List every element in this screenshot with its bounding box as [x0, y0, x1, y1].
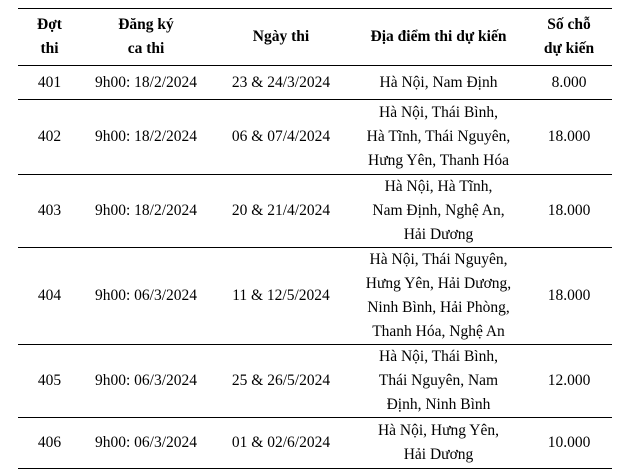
location-line: Hà Nội, Hà Tĩnh,	[384, 178, 493, 195]
table-body	[18, 66, 612, 469]
location-line: Hà Nội, Thái Nguyên,	[369, 251, 508, 268]
cell-dia-diem	[351, 418, 526, 469]
cell-dot: 404	[18, 248, 81, 345]
cell-so-cho: 18.000	[526, 248, 612, 345]
cell-dia-diem	[351, 175, 526, 248]
table-header	[18, 9, 612, 66]
header-so-cho-line-1: Số chỗ	[547, 16, 591, 33]
cell-dia-diem	[351, 100, 526, 175]
cell-so-cho: 12.000	[526, 345, 612, 418]
location-line: Hà Nội, Thái Bình,	[379, 348, 498, 365]
cell-dang-ky: 9h00: 06/3/2024	[81, 248, 211, 345]
header-so-cho-line-2: dự kiến	[543, 40, 595, 57]
cell-dot: 402	[18, 100, 81, 175]
location-line: Hà Nội, Thái Bình,	[379, 104, 498, 121]
cell-ngay-thi: 01 & 02/6/2024	[211, 418, 351, 469]
location-line: Hà Tĩnh, Thái Nguyên,	[366, 128, 511, 145]
location-line: Hưng Yên, Thanh Hóa	[368, 152, 509, 169]
location-line: Nam Định, Nghệ An,	[372, 202, 505, 219]
header-ngay-thi	[211, 9, 351, 66]
cell-so-cho: 18.000	[526, 175, 612, 248]
table-row	[18, 345, 612, 418]
location-line: Định, Ninh Bình	[386, 396, 491, 413]
header-dang-ky	[81, 9, 211, 66]
cell-dang-ky: 9h00: 06/3/2024	[81, 345, 211, 418]
cell-ngay-thi: 23 & 24/3/2024	[211, 66, 351, 100]
cell-dia-diem	[351, 248, 526, 345]
cell-dang-ky: 9h00: 18/2/2024	[81, 175, 211, 248]
cell-dot: 405	[18, 345, 81, 418]
cell-ngay-thi: 25 & 26/5/2024	[211, 345, 351, 418]
table-row	[18, 66, 612, 100]
header-row	[18, 9, 612, 66]
cell-dot: 406	[18, 418, 81, 469]
header-so-cho	[526, 9, 612, 66]
table-row	[18, 100, 612, 175]
location-line: Hải Dương	[403, 446, 474, 463]
cell-dang-ky: 9h00: 18/2/2024	[81, 66, 211, 100]
header-dang-ky-line-1: Đăng ký	[118, 16, 174, 33]
cell-so-cho: 10.000	[526, 418, 612, 469]
header-dia-diem	[351, 9, 526, 66]
cell-ngay-thi: 11 & 12/5/2024	[211, 248, 351, 345]
header-dia-diem-label: Địa điểm thi dự kiến	[370, 28, 507, 45]
cell-dang-ky: 9h00: 06/3/2024	[81, 418, 211, 469]
location-line: Ninh Bình, Hải Phòng,	[367, 299, 510, 316]
header-dot	[18, 9, 81, 66]
cell-so-cho: 8.000	[526, 66, 612, 100]
header-dang-ky-line-2: ca thi	[127, 40, 165, 57]
cell-dia-diem	[351, 66, 526, 100]
cell-dot: 403	[18, 175, 81, 248]
cell-dang-ky: 9h00: 18/2/2024	[81, 100, 211, 175]
table-row	[18, 418, 612, 469]
cell-dia-diem	[351, 345, 526, 418]
cell-ngay-thi: 20 & 21/4/2024	[211, 175, 351, 248]
table-row	[18, 248, 612, 345]
header-ngay-thi-label: Ngày thi	[252, 28, 310, 45]
location-line: Hải Dương	[403, 226, 474, 243]
table-row	[18, 175, 612, 248]
header-dot-line-2: thi	[40, 40, 59, 57]
cell-ngay-thi: 06 & 07/4/2024	[211, 100, 351, 175]
cell-so-cho: 18.000	[526, 100, 612, 175]
location-line: Thanh Hóa, Nghệ An	[372, 323, 505, 340]
location-line: Hà Nội, Nam Định	[379, 73, 498, 91]
cell-dot: 401	[18, 66, 81, 100]
location-line: Hà Nội, Hưng Yên,	[377, 422, 500, 439]
location-line: Hưng Yên, Hải Dương,	[365, 275, 512, 292]
header-dot-line-1: Đợt	[37, 16, 62, 33]
location-line: Thái Nguyên, Nam	[378, 372, 499, 389]
exam-schedule-table	[18, 8, 612, 469]
